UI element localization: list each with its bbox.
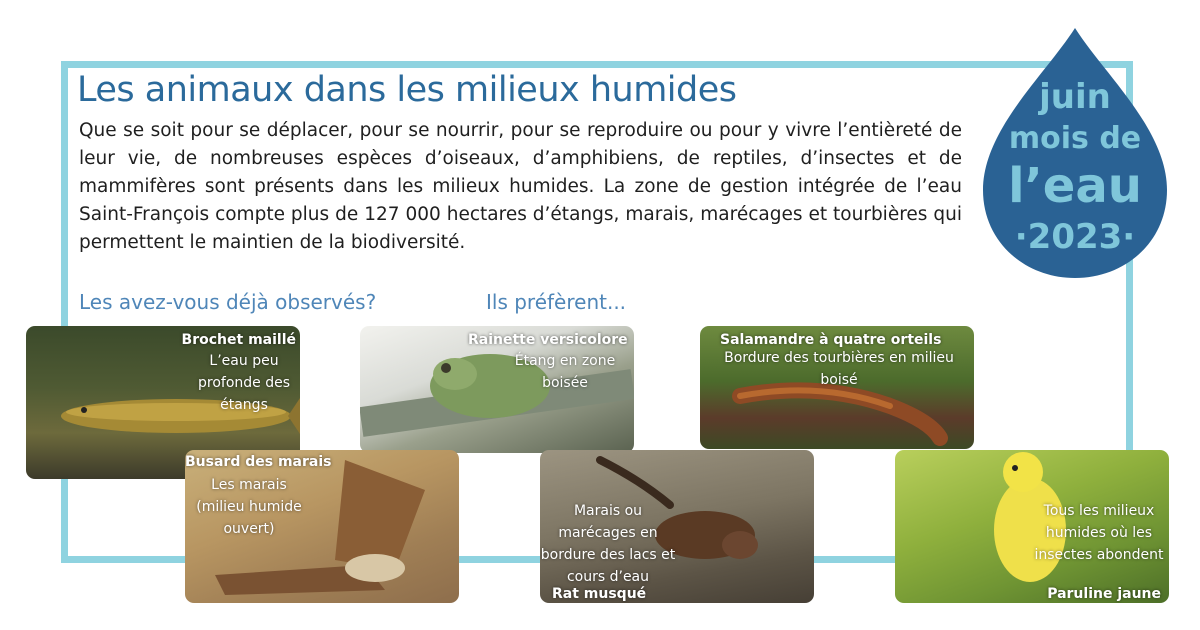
logo-line2: mois de — [1008, 121, 1142, 156]
card-description: Les marais (milieu humide ouvert) — [196, 477, 302, 537]
card-title: Rainette versicolore — [468, 332, 628, 348]
logo-year: ·2023· — [1014, 217, 1136, 257]
card-title: Rat musqué — [552, 586, 647, 602]
logo-line1: juin — [1039, 77, 1111, 117]
animal-card-busard — [185, 450, 459, 603]
card-description: Bordure des tourbières en milieu boisé — [724, 350, 954, 388]
animal-card-paruline — [895, 450, 1169, 603]
animal-card-rainette — [360, 326, 634, 453]
card-title: Brochet maillé — [181, 332, 296, 348]
card-description: Étang en zone boisée — [514, 353, 616, 391]
animal-card-rat-musque — [540, 450, 814, 603]
page-title: Les animaux dans les milieux humides — [77, 70, 737, 110]
card-description: Marais ou marécages en bordure des lacs et cours d’eau — [540, 503, 676, 585]
card-description: Tous les milieux humides où les insectes abondent — [1034, 503, 1164, 563]
card-title: Paruline jaune — [1047, 586, 1161, 602]
water-drop-logo-icon — [975, 20, 1175, 285]
card-title: Salamandre à quatre orteils — [720, 332, 942, 348]
intro-paragraph: Que se soit pour se déplacer, pour se nourrir, pour se reproduire ou pour y vivre l’entièreté de leur vie, de nombreuses espèces d’oiseaux, d’amphibiens, de reptiles, d’insectes et de mammifères sont présents dans les milieux humides. La zone de gestion intégrée de l’eau Saint-François compte plus de 127 000 hectares d’étangs, marais, marécages et tourbières qui permettent le maintien de la biodiversité. — [79, 120, 962, 253]
card-description: L’eau peu profonde des étangs — [197, 353, 290, 413]
subheading-observed: Les avez-vous déjà observés? — [79, 290, 377, 314]
mois-de-leau-logo — [975, 20, 1175, 285]
subheading-prefer: Ils préfèrent... — [486, 290, 627, 314]
logo-line3: l’eau — [1008, 158, 1142, 214]
card-title: Busard des marais — [185, 454, 332, 470]
animal-card-salamandre — [700, 326, 974, 449]
